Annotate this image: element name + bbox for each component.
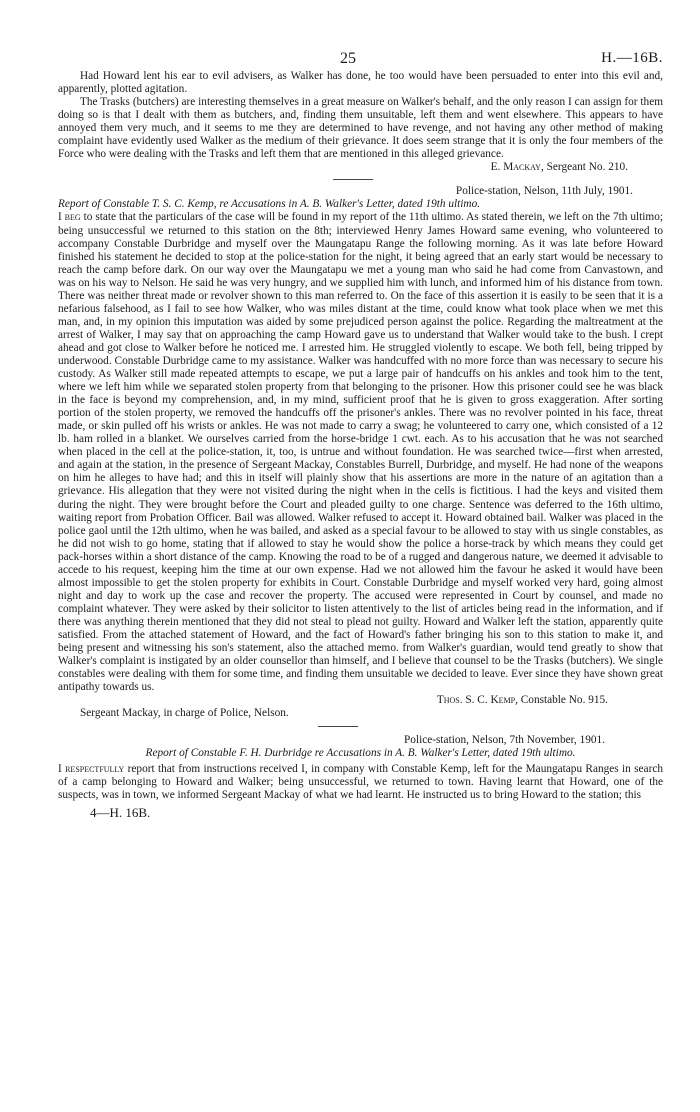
report1-addressee: Sergeant Mackay, in charge of Police, Nelson. — [80, 707, 289, 720]
signature-rank: , Constable No. 915. — [515, 694, 608, 707]
report2-text: report that from instructions received I, in company with Constable Kemp, left for the Maungatapu Ranges in search of a camp belonging to Howard and Walker; being unsuccessful, we returned to town. Having learnt that Howard, one of the suspects, was in town, we informed Sergeant Mackay of what we had learnt. He instructed us to bring Howard to the station; this — [58, 763, 663, 802]
report1-lead: I beg — [58, 211, 81, 224]
report2-dateline: Police-station, Nelson, 7th November, 1901. — [404, 734, 605, 747]
report1-text: to state that the particulars of the case will be found in my report of the 11th ultimo. As stated therein, we left on the 7th ultimo; being unsuccessful we returned to this station on the 8th; interviewed Henry James Howard same evening, who volunteered to accompany Constable Durbridge and myself over the Maungatapu Range the following morning. As it was late before Howard finished his statement he decided to stop at the police-station for the night, it being agreed that an early start would be necessary to reach the camp before dark. On our way over the Maungatapu we met a young man who said he had come from Canvastown, and was on his way to Nelson. He said he was very hungry, and we supplied him with lunch, and informed him of his distance from town. There was neither threat made or revolver shown to this man referred to. On the face of this assertion it is easily to be seen that it is a nefarious falsehood, as I fail to see how Walker, who was miles distant at the time, could know what took place when we met this man, and, in my opinion this imputation was aided by some prejudiced person against the police. Regarding the maltreatment at the arrest of Walker, I may say that on approaching the camp Howard gave us to understand that Walker would take to the bush. I crept ahead and got close to Walker before he noticed me. I arrested him. He struggled violently to escape. We both fell, being tripped by underwood. Constable Durbridge came to my assistance. Walker was handcuffed with no more force than was necessary to secure his custody. As Walker still made repeated attempts to escape, we put a large pair of handcuffs on his ankles and took him to the tent, where we left him while we separated stolen property from that belonging to the prisoner. How this prisoner could see he was black in the face is beyond my comprehension, and, in my mind, sufficient proof that he is given to gross exaggeration. After sorting portion of the stolen property, we removed the handcuffs off the prisoner's ankles. There was no revolver pointed in his face, threat made, or skin pulled off his wrists or ankles. He was not made to carry a swag; he volunteered to carry one, which consisted of a 12 lb. ham rolled in a blanket. We ourselves carried from the horse-bridge 1 cwt. each. As to his accusation that he was not searched when placed in the cell at the police-station, it, too, is untrue and without foundation. He was searched twice—first when arrested, and again at the station, in the presence of Sergeant Mackay, Constables Burrell, Durbridge, and myself. He had none of the weapons on him he alleges to have had; and this in itself will plainly show that his assertions are more in the nature of an agitation than a grievance. His allegation that they were not visited during the night when in the cells is fictitious. I had the keys and visited them during the night. They were brought before the Court and pleaded guilty to one charge. Sentence was deferred to the 16th ultimo, waiting report from Probation Officer. Bail was allowed. Walker refused to accept it. Howard obtained bail. Walker was placed in the police gaol until the 12th ultimo, when he was bailed, and asked as a special favour to be allowed to stay with us single constables, as he did not wish to go home, stating that if allowed to stay he would show the police a horse-track by which means they could get pack-horses within a short distance of the camp. Knowing the road to be of a rugged and dangerous nature, we deemed it advisable to accede to his request, keeping him the time at our own expense. Had we not allowed him the favour he asked it would have been almost impossible to get the stolen property for exhibits in Court. Constable Durbridge and myself worked very hard, going almost night and day to work up the case and recover the property. The accused were represented in Court by counsel, and made no complaint whatever. They were asked by their solicitor to listen attentively to the list of articles being read in the information, and if there was anything therein mentioned that they did not steal to plead not guilty. Howard and Walker left the station, apparently quite satisfied. From the attached statement of Howard, and the fact of Howard's father bringing his son to this station to make it, and being present and witnessing his son's statement, also the attached memo. from Walker's guardian, would tend greatly to show that Walker's complaint is instigated by an older counsellor than himself, and I believe that counsel to be the Trasks (butchers). We single constables were dealing with them for some time, and finding them unsuitable we decided to leave. Ever since they have shown great antipathy towards us. — [58, 211, 663, 694]
signature-name: E. Mackay — [490, 161, 541, 174]
report1-dateline: Police-station, Nelson, 11th July, 1901. — [455, 185, 633, 198]
intro-paragraph-1: Had Howard lent his ear to evil advisers, as Walker has done, he too would have been persuaded to enter into this evil and, apparently, plotted agitation. — [58, 70, 663, 96]
report1-title: Report of Constable T. S. C. Kemp, re Accusations in A. B. Walker's Letter, dated 19th ultimo. — [58, 198, 481, 211]
document-page — [58, 40, 663, 821]
signature-rank: , Sergeant No. 210. — [540, 161, 628, 174]
signature-name: Thos. S. C. Kemp — [436, 694, 516, 707]
mackay-signature — [58, 161, 663, 174]
section-divider — [333, 179, 373, 180]
report2-title: Report of Constable F. H. Durbridge re Accusations in A. B. Walker's Letter, dated 19th ultimo. — [145, 747, 576, 760]
page-number: 25 — [340, 50, 356, 67]
signature-mark: 4—H. 16B. — [90, 804, 151, 820]
report1-body — [58, 211, 663, 694]
page-header — [58, 40, 663, 70]
report2-body — [58, 763, 663, 802]
intro-paragraph-2: The Trasks (butchers) are interesting themselves in a great measure on Walker's behalf, and the only reason I can assign for them doing so is that I dealt with them as butchers, and, finding them unsuitable, left them and went elsewhere. This appears to have annoyed them very much, and it seems to me they are determined to have revenge, and not having any other method of making complaint have evidently used Walker as the medium of their grievance. It does seem strange that it is only the four members of the Force who were dealing with the Trasks and left them that are mentioned in this alleged grievance. — [58, 96, 663, 161]
document-reference: H.—16B. — [601, 50, 663, 66]
section-divider — [318, 726, 358, 727]
report2-lead: I respectfully — [58, 763, 125, 776]
kemp-signature — [58, 694, 663, 707]
